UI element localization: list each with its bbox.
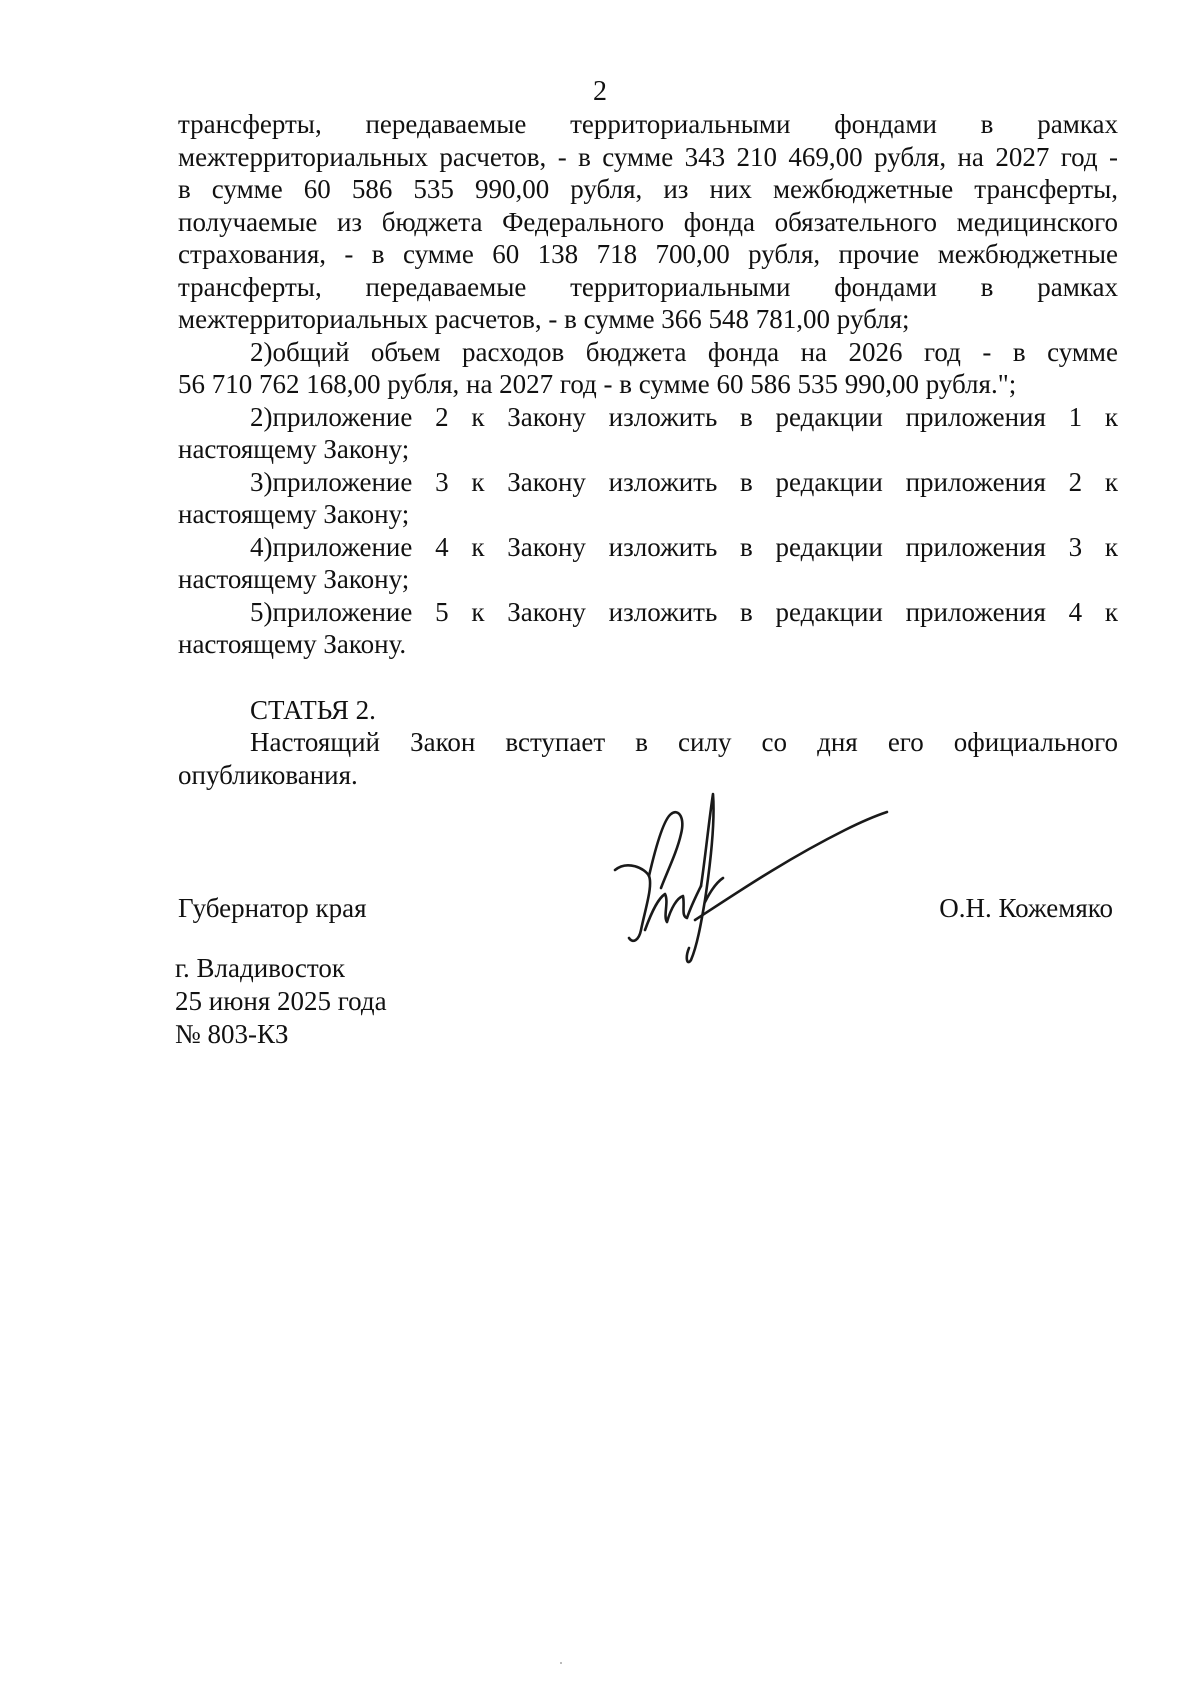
- document-number: № 803-КЗ: [175, 1019, 289, 1049]
- signatory-name: О.Н. Кожемяко: [939, 893, 1113, 923]
- text-line: получаемые из бюджета Федерального фонда обязательного медицинского: [178, 206, 1118, 237]
- text-line: 2)приложение 2 к Закону изложить в редакции приложения 1 к: [250, 401, 1118, 432]
- list-item-appendix-5: [178, 596, 1118, 661]
- text-line: 56 710 762 168,00 рубля, на 2027 год - в сумме 60 586 535 990,00 рубля.";: [178, 369, 1017, 399]
- text-line: настоящему Закону.: [178, 629, 407, 659]
- text-line: 5)приложение 5 к Закону изложить в редакции приложения 4 к: [250, 596, 1118, 627]
- text-line: опубликования.: [178, 759, 358, 790]
- scan-speck: [560, 1662, 562, 1664]
- text-line: 3)приложение 3 к Закону изложить в редакции приложения 2 к: [250, 466, 1118, 497]
- article-2-text: [178, 726, 1118, 791]
- list-item-appendix-3: [178, 466, 1118, 531]
- text-line: настоящему Закону;: [178, 564, 410, 594]
- list-item-appendix-4: [178, 531, 1118, 596]
- text-line: настоящему Закону;: [178, 499, 410, 529]
- signatory-title: Губернатор края: [178, 893, 367, 923]
- list-item-appendix-2: [178, 401, 1118, 466]
- page-number: 2: [593, 76, 607, 107]
- text-line: 4)приложение 4 к Закону изложить в редакции приложения 3 к: [250, 531, 1118, 562]
- text-line: страхования, - в сумме 60 138 718 700,00 рубля, прочие межбюджетные: [178, 239, 1118, 269]
- text-line: 2)общий объем расходов бюджета фонда на 2026 год - в сумме: [250, 336, 1118, 367]
- text-line: межтерриториальных расчетов, - в сумме 366 548 781,00 рубля;: [178, 304, 910, 334]
- city: г. Владивосток: [175, 953, 345, 983]
- text-line: межтерриториальных расчетов, - в сумме 343 210 469,00 рубля, на 2027 год -: [178, 141, 1118, 172]
- handwritten-signature: [605, 790, 895, 965]
- document-date: 25 июня 2025 года: [175, 986, 387, 1016]
- paragraph-expenses: [178, 336, 1118, 401]
- paragraph-transfers: [178, 108, 1118, 336]
- text-line: трансферты, передаваемые территориальными фондами в рамках: [178, 271, 1118, 302]
- text-line: Настоящий Закон вступает в силу со дня его официального: [250, 727, 1118, 757]
- text-line: в сумме 60 586 535 990,00 рубля, из них межбюджетные трансферты,: [178, 174, 1118, 204]
- article-2-heading: СТАТЬЯ 2.: [250, 694, 376, 725]
- document-body: [178, 108, 1118, 791]
- text-line: настоящему Закону;: [178, 434, 410, 464]
- text-line: трансферты, передаваемые территориальными фондами в рамках: [178, 109, 1118, 139]
- place-date-block: [175, 952, 387, 1051]
